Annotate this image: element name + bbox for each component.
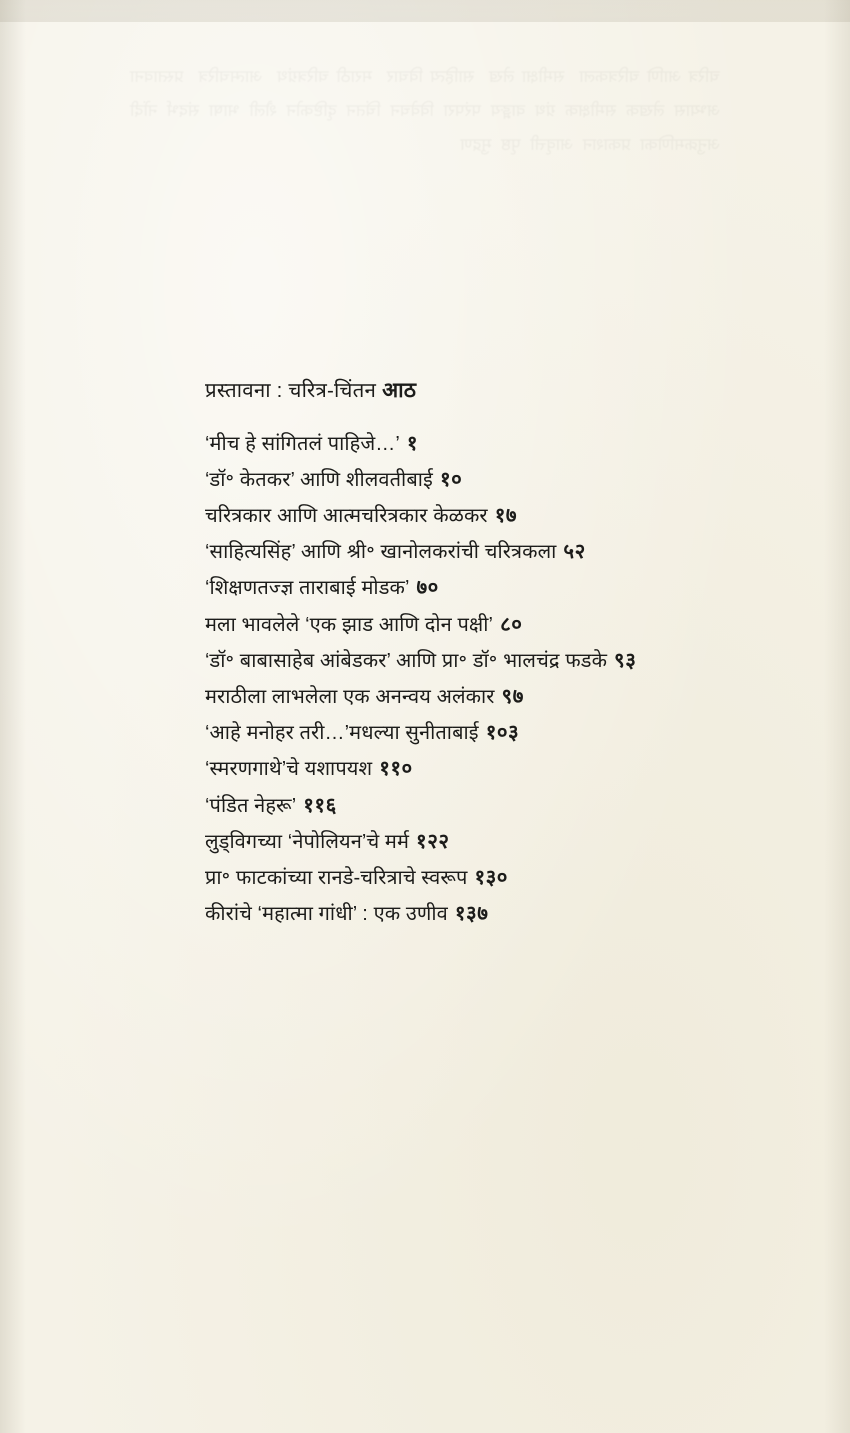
page-edge-shadow-left (0, 0, 26, 1433)
toc-entry-page: ७० (416, 576, 439, 600)
toc-entry (205, 462, 805, 498)
toc-heading-row (205, 378, 805, 404)
toc-entry-title: ‘डॉ॰ बाबासाहेब आंबेडकर’ आणि प्रा॰ डॉ॰ भालचंद्र फडके (205, 649, 608, 672)
toc-entry (205, 498, 805, 534)
toc-entry-page: १० (439, 467, 463, 491)
toc-list (205, 426, 805, 933)
toc-entry-title: ‘शिक्षणतज्ज्ञ ताराबाई मोडक’ (205, 577, 410, 600)
toc-entry (205, 643, 805, 679)
toc-entry (205, 534, 805, 570)
toc-entry-page: ९३ (614, 648, 637, 672)
toc-entry-title: ‘मीच हे सांगितलं पाहिजे…’ (205, 432, 400, 455)
toc-entry-page: ५२ (563, 540, 586, 564)
toc-entry-title: चरित्रकार आणि आत्मचरित्रकार केळकर (205, 505, 488, 527)
toc-entry (205, 751, 805, 787)
toc-entry-page: ११० (379, 757, 413, 781)
toc-entry-title: ‘पंडित नेहरू’ (205, 794, 297, 817)
toc-entry-page: १०३ (485, 721, 520, 745)
toc-entry-title: ‘स्मरणगाथे’चे यशापयश (205, 758, 373, 781)
toc-entry (205, 607, 805, 643)
toc-entry-page: १२२ (416, 829, 450, 853)
toc-entry-title: ‘साहित्यसिंह’ आणि श्री॰ खानोलकरांची चरित्रकला (205, 541, 557, 564)
toc-entry (205, 715, 805, 751)
toc-entry-page: १७ (494, 504, 518, 527)
toc-entry-page: ९७ (501, 685, 524, 709)
toc-entry-title: प्रा॰ फाटकांच्या रानडे-चरित्राचे स्वरूप (205, 867, 468, 890)
table-of-contents (205, 378, 805, 932)
page-edge-shadow-right (824, 0, 850, 1433)
page-edge-shadow-top (0, 0, 850, 22)
toc-entry (205, 788, 805, 824)
toc-heading-title: प्रस्तावना : चरित्र-चिंतन (205, 379, 377, 402)
toc-entry (205, 824, 805, 860)
toc-entry (205, 679, 805, 715)
toc-entry-page: १३० (474, 866, 508, 890)
toc-entry (205, 570, 805, 606)
bleed-through-text: चरित्र आणि चरित्रकला समीक्षा लेख साहित्य विचार मराठी चरित्रग्रंथ आत्मचरित्र प्रस्तावना अभ्यास लेखक समीक्षक ग्रंथ वाङ्मय परंपरा विवेचन चिंतन दृष्टिकोन शैली भाषा संदर्भ नोंदी अनुक्रमणिका प्रकाशन आवृत्ती पृष्ठ मुद्रण (120, 67, 720, 154)
toc-entry-page: १३७ (454, 902, 489, 926)
toc-entry-title: मला भावलेले ‘एक झाड आणि दोन पक्षी’ (205, 613, 494, 636)
toc-entry-page: ८० (500, 612, 523, 636)
toc-entry-title: मराठीला लाभलेला एक अनन्वय अलंकार (205, 686, 495, 709)
page-edge-shadow-bottom (0, 0, 850, 22)
toc-entry-title: ‘आहे मनोहर तरी…’मधल्या सुनीताबाई (205, 722, 479, 745)
toc-entry-page: ११६ (303, 793, 337, 817)
toc-heading-page: आठ (382, 379, 417, 402)
toc-entry-title: कीरांचे ‘महात्मा गांधी’ : एक उणीव (205, 903, 448, 926)
toc-entry (205, 426, 805, 462)
toc-entry (205, 896, 805, 932)
toc-entry-title: ‘डॉ॰ केतकर’ आणि शीलवतीबाई (205, 468, 433, 491)
toc-entry-title: लुड्विगच्या ‘नेपोलियन’चे मर्म (205, 830, 410, 853)
toc-entry (205, 860, 805, 896)
toc-entry-page: १ (406, 431, 419, 455)
